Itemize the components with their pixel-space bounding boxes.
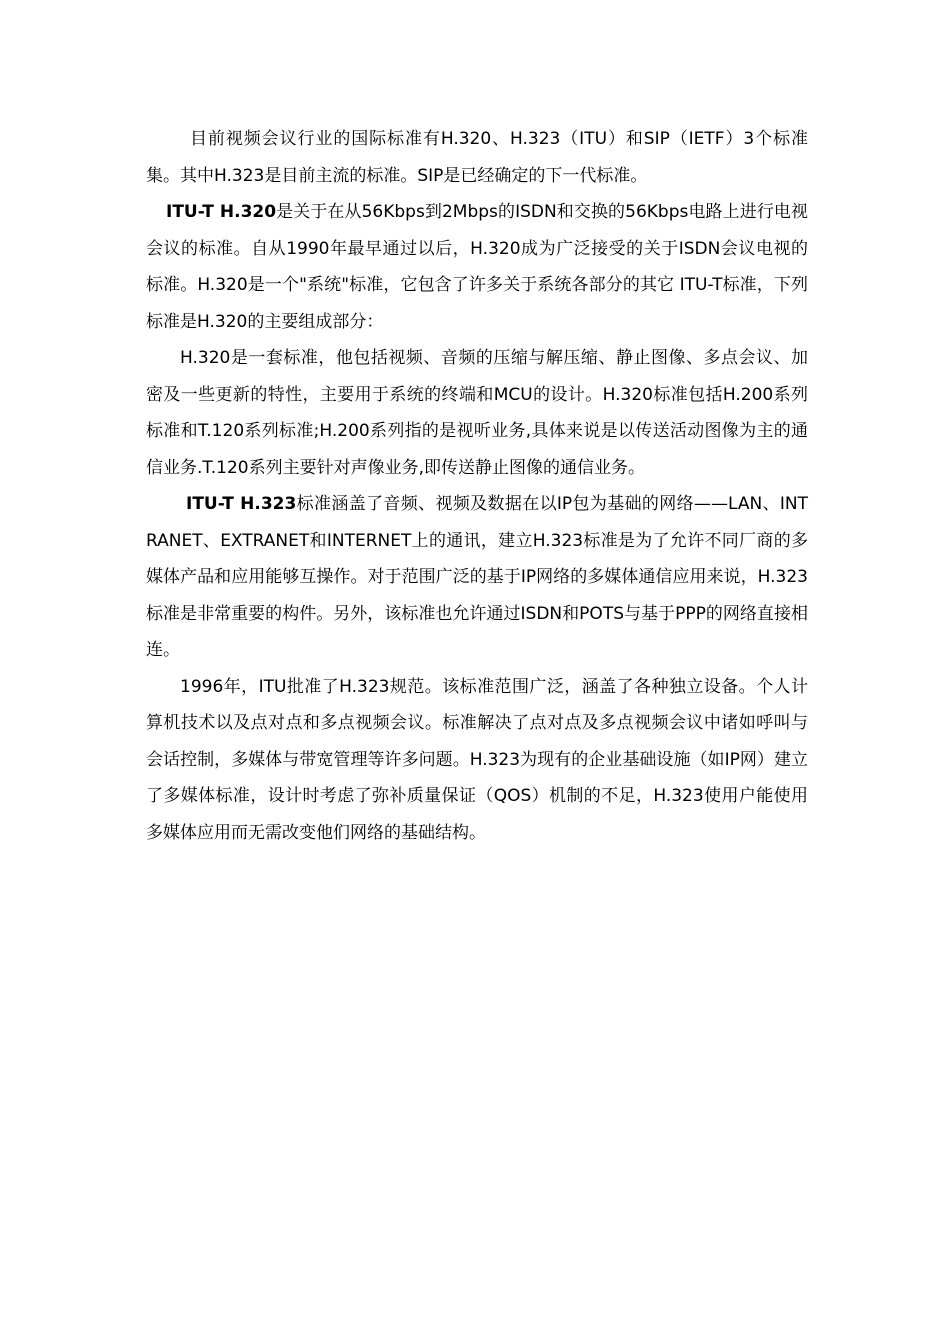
paragraph-video-conference-standards (146, 121, 808, 194)
paragraph-text: 目前视频会议行业的国际标准有H.320、H.323（ITU）和SIP（IETF）3个标准集。其中H.323是目前主流的标准。SIP是已经确定的下一代标准。 (146, 129, 808, 186)
paragraph-h323-history (146, 669, 808, 852)
paragraph-h323 (146, 486, 808, 669)
paragraph-h320-details (146, 340, 808, 486)
paragraph-text: 是关于在从56Kbps到2Mbps的ISDN和交换的56Kbps电路上进行电视会议的标准。自从1990年最早通过以后，H.320成为广泛接受的关于ISDN会议电视的标准。H.320是一个"系统"标准，它包含了许多关于系统各部分的其它 ITU-T标准，下列标准是H.320的主要组成部分： (146, 202, 808, 332)
document-body (146, 121, 808, 851)
paragraph-lead-h320: ITU-T H.320 (166, 202, 277, 222)
paragraph-text: H.320是一套标准，他包括视频、音频的压缩与解压缩、静止图像、多点会议、加密及一些更新的特性，主要用于系统的终端和MCU的设计。H.320标准包括H.200系列标准和T.120系列标准;H.200系列指的是视听业务,具体来说是以传送活动图像为主的通信业务.T.120系列主要针对声像业务,即传送静止图像的通信业务。 (146, 348, 808, 478)
paragraph-text: 1996年，ITU批准了H.323规范。该标准范围广泛，涵盖了各种独立设备。个人计算机技术以及点对点和多点视频会议。标准解决了点对点及多点视频会议中诸如呼叫与会话控制，多媒体与带宽管理等许多问题。H.323为现有的企业基础设施（如IP网）建立了多媒体标准，设计时考虑了弥补质量保证（QOS）机制的不足，H.323使用户能使用多媒体应用而无需改变他们网络的基础结构。 (146, 676, 808, 843)
paragraph-h320 (146, 194, 808, 340)
paragraph-lead-h323: ITU-T H.323 (186, 494, 297, 514)
paragraph-text: 标准涵盖了音频、视频及数据在以IP包为基础的网络——LAN、INTRANET、EXTRANET和INTERNET上的通讯，建立H.323标准是为了允许不同厂商的多媒体产品和应用能够互操作。对于范围广泛的基于IP网络的多媒体通信应用来说，H.323标准是非常重要的构件。另外，该标准也允许通过ISDN和POTS与基于PPP的网络直接相连。 (146, 494, 809, 660)
